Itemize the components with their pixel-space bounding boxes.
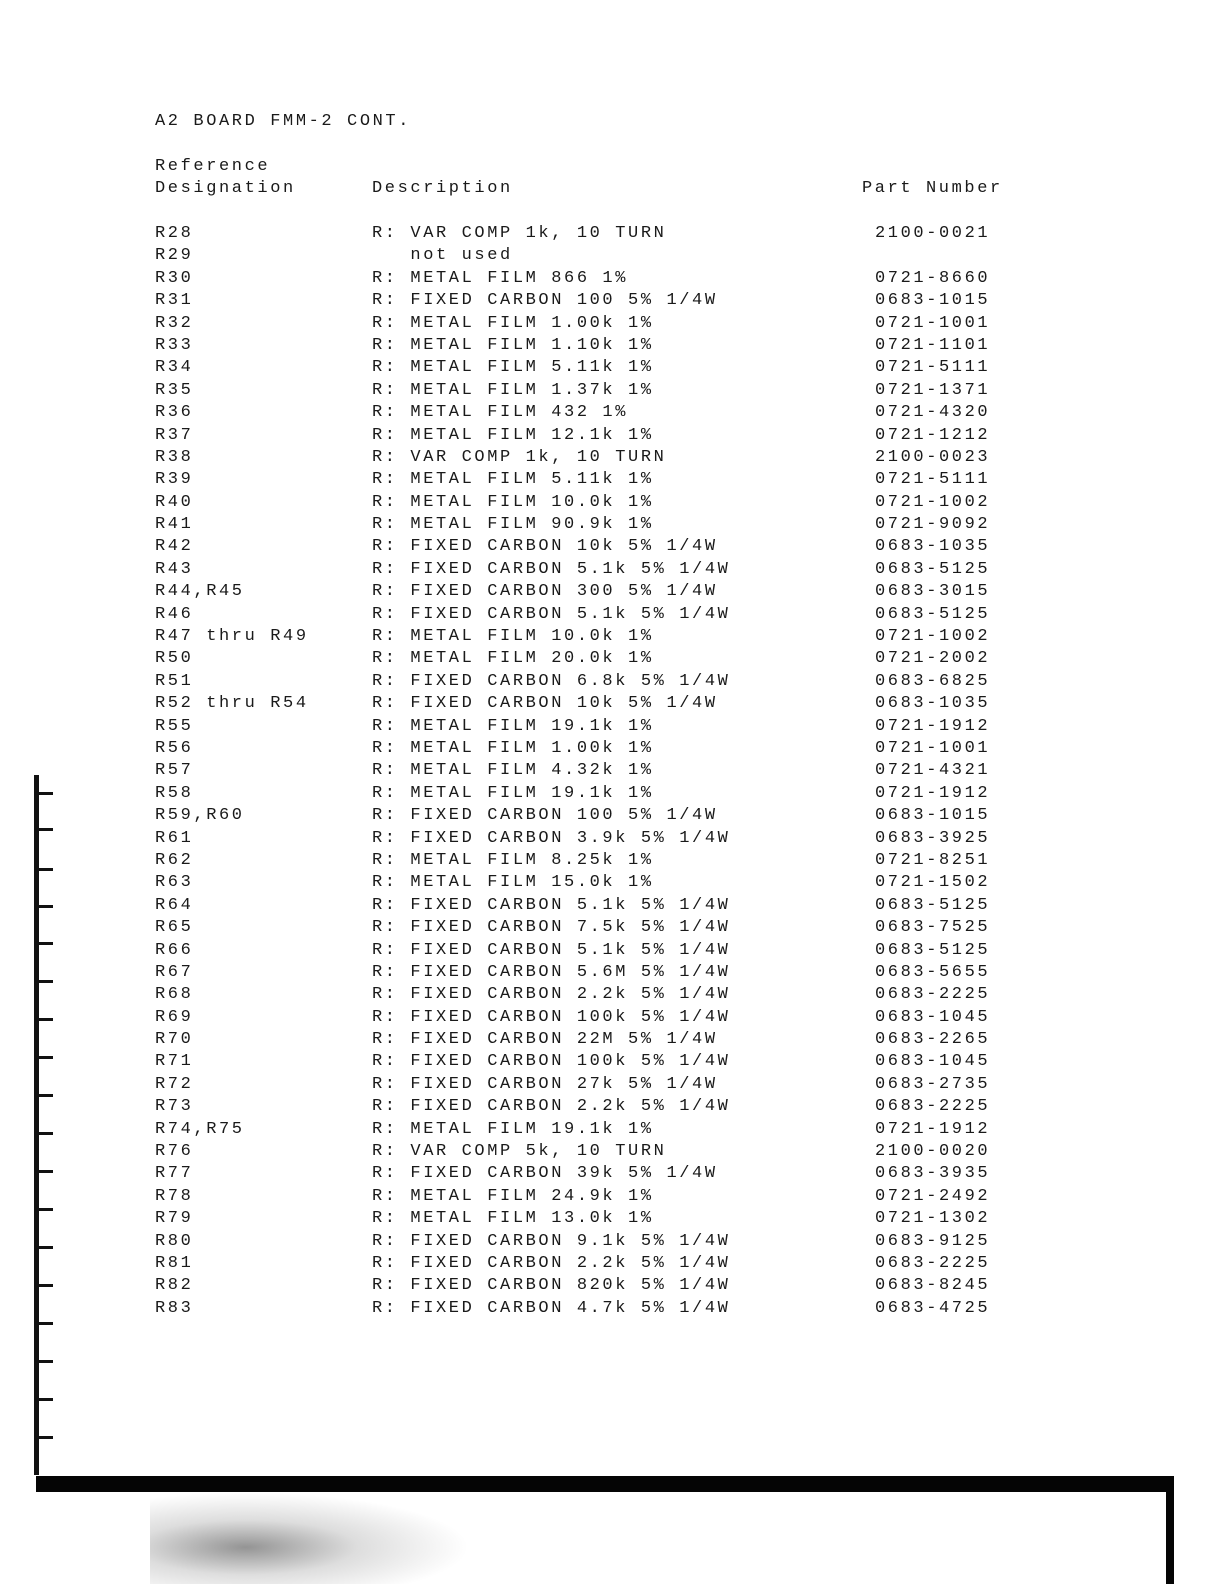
description: R: FIXED CARBON 5.1k 5% 1/4W xyxy=(372,559,731,579)
reference-designation: R31 xyxy=(155,291,194,311)
part-number: 0721-1912 xyxy=(875,716,991,736)
description: R: FIXED CARBON 10k 5% 1/4W xyxy=(372,537,718,557)
description: R: FIXED CARBON 2.2k 5% 1/4W xyxy=(372,985,731,1005)
description: R: METAL FILM 8.25k 1% xyxy=(372,850,654,870)
description: R: METAL FILM 432 1% xyxy=(372,403,629,423)
description: not used xyxy=(372,246,513,266)
table-row xyxy=(0,829,1224,851)
description: R: METAL FILM 90.9k 1% xyxy=(372,515,654,535)
table-row xyxy=(0,381,1224,403)
scan-tick xyxy=(39,1208,53,1211)
table-row xyxy=(0,1030,1224,1052)
reference-designation: R59,R60 xyxy=(155,806,245,826)
table-row xyxy=(0,1254,1224,1276)
table-row xyxy=(0,1097,1224,1119)
reference-designation: R29 xyxy=(155,246,194,266)
table-row xyxy=(0,1232,1224,1254)
description: R: FIXED CARBON 27k 5% 1/4W xyxy=(372,1074,718,1094)
description: R: VAR COMP 1k, 10 TURN xyxy=(372,224,667,243)
description: R: FIXED CARBON 2.2k 5% 1/4W xyxy=(372,1097,731,1117)
table-row xyxy=(0,851,1224,873)
part-number: 0721-5111 xyxy=(875,358,991,378)
part-number: 0721-5111 xyxy=(875,470,991,490)
reference-designation: R72 xyxy=(155,1074,194,1094)
reference-designation: R80 xyxy=(155,1231,194,1251)
table-row xyxy=(0,560,1224,582)
part-number: 0683-5125 xyxy=(875,604,991,624)
part-number: 0683-6825 xyxy=(875,671,991,691)
table-row xyxy=(0,963,1224,985)
reference-designation: R46 xyxy=(155,604,194,624)
table-row xyxy=(0,246,1224,268)
table-row xyxy=(0,515,1224,537)
scan-tick xyxy=(39,1056,53,1059)
part-number: 0683-7525 xyxy=(875,918,991,938)
part-number: 0721-1001 xyxy=(875,738,991,758)
table-row xyxy=(0,1075,1224,1097)
table-row xyxy=(0,627,1224,649)
table-row xyxy=(0,1142,1224,1164)
reference-designation: R68 xyxy=(155,985,194,1005)
reference-designation: R70 xyxy=(155,1030,194,1050)
description: R: FIXED CARBON 820k 5% 1/4W xyxy=(372,1276,731,1296)
reference-designation: R62 xyxy=(155,850,194,870)
description: R: METAL FILM 12.1k 1% xyxy=(372,425,654,445)
table-row xyxy=(0,224,1224,246)
part-number: 0683-3925 xyxy=(875,828,991,848)
reference-designation: R81 xyxy=(155,1253,194,1273)
scan-tick xyxy=(39,1170,53,1173)
description: R: METAL FILM 19.1k 1% xyxy=(372,1119,654,1139)
scan-tick xyxy=(39,942,53,945)
table-row xyxy=(0,896,1224,918)
part-number: 0683-1035 xyxy=(875,537,991,557)
scan-tick xyxy=(39,1436,53,1439)
table-row xyxy=(0,582,1224,604)
part-number: 0721-4321 xyxy=(875,761,991,781)
part-number: 0721-9092 xyxy=(875,515,991,535)
table-row xyxy=(0,358,1224,380)
part-number: 0721-1002 xyxy=(875,492,991,512)
reference-designation: R33 xyxy=(155,335,194,355)
description: R: FIXED CARBON 5.1k 5% 1/4W xyxy=(372,895,731,915)
description: R: FIXED CARBON 5.1k 5% 1/4W xyxy=(372,604,731,624)
part-number: 0683-2225 xyxy=(875,985,991,1005)
reference-designation: R41 xyxy=(155,515,194,535)
reference-designation: R36 xyxy=(155,403,194,423)
reference-designation: R83 xyxy=(155,1298,194,1318)
scan-tick xyxy=(39,1094,53,1097)
reference-designation: R77 xyxy=(155,1164,194,1184)
description: R: METAL FILM 4.32k 1% xyxy=(372,761,654,781)
reference-designation: R57 xyxy=(155,761,194,781)
reference-designation: R52 thru R54 xyxy=(155,694,309,714)
table-row xyxy=(0,784,1224,806)
reference-designation: R44,R45 xyxy=(155,582,245,602)
part-number: 0721-2492 xyxy=(875,1186,991,1206)
reference-designation: R67 xyxy=(155,962,194,982)
reference-designation: R38 xyxy=(155,447,194,467)
description: R: VAR COMP 1k, 10 TURN xyxy=(372,447,667,467)
table-row xyxy=(0,672,1224,694)
reference-designation: R47 thru R49 xyxy=(155,627,309,647)
reference-designation: R82 xyxy=(155,1276,194,1296)
scan-tick xyxy=(39,792,53,795)
table-row xyxy=(0,1187,1224,1209)
description: R: METAL FILM 1.10k 1% xyxy=(372,335,654,355)
scan-tick xyxy=(39,1398,53,1401)
part-number: 0683-2265 xyxy=(875,1030,991,1050)
reference-designation: R69 xyxy=(155,1007,194,1027)
reference-designation: R61 xyxy=(155,828,194,848)
description: R: FIXED CARBON 7.5k 5% 1/4W xyxy=(372,918,731,938)
table-row xyxy=(0,1276,1224,1298)
scan-bar-bottom xyxy=(36,1476,1174,1492)
table-row xyxy=(0,649,1224,671)
description: R: METAL FILM 13.0k 1% xyxy=(372,1209,654,1229)
description: R: FIXED CARBON 39k 5% 1/4W xyxy=(372,1164,718,1184)
description: R: FIXED CARBON 5.6M 5% 1/4W xyxy=(372,962,731,982)
part-number: 0721-4320 xyxy=(875,403,991,423)
reference-designation: R32 xyxy=(155,313,194,333)
reference-designation: R42 xyxy=(155,537,194,557)
part-number: 0721-1212 xyxy=(875,425,991,445)
part-number: 2100-0020 xyxy=(875,1142,991,1162)
description: R: FIXED CARBON 100 5% 1/4W xyxy=(372,291,718,311)
scan-tick xyxy=(39,1360,53,1363)
header-reference: Reference xyxy=(155,157,271,176)
description: R: FIXED CARBON 3.9k 5% 1/4W xyxy=(372,828,731,848)
table-row xyxy=(0,694,1224,716)
part-number: 0683-4725 xyxy=(875,1298,991,1318)
header-description: Description xyxy=(372,179,513,198)
page-title: A2 BOARD FMM-2 CONT. xyxy=(155,112,412,131)
part-number: 0721-1001 xyxy=(875,313,991,333)
scan-tick xyxy=(39,980,53,983)
description: R: METAL FILM 20.0k 1% xyxy=(372,649,654,669)
reference-designation: R28 xyxy=(155,224,194,243)
table-row xyxy=(0,537,1224,559)
scan-tick xyxy=(39,905,53,908)
reference-designation: R58 xyxy=(155,783,194,803)
reference-designation: R30 xyxy=(155,268,194,288)
scan-tick xyxy=(39,1284,53,1287)
description: R: METAL FILM 10.0k 1% xyxy=(372,627,654,647)
reference-designation: R78 xyxy=(155,1186,194,1206)
description: R: FIXED CARBON 5.1k 5% 1/4W xyxy=(372,940,731,960)
reference-designation: R39 xyxy=(155,470,194,490)
reference-designation: R76 xyxy=(155,1142,194,1162)
table-row xyxy=(0,1299,1224,1321)
reference-designation: R34 xyxy=(155,358,194,378)
part-number: 0683-1045 xyxy=(875,1052,991,1072)
description: R: FIXED CARBON 2.2k 5% 1/4W xyxy=(372,1253,731,1273)
part-number: 0721-1371 xyxy=(875,380,991,400)
table-row xyxy=(0,1209,1224,1231)
part-number: 0683-2225 xyxy=(875,1253,991,1273)
reference-designation: R79 xyxy=(155,1209,194,1229)
reference-designation: R73 xyxy=(155,1097,194,1117)
description: R: METAL FILM 1.00k 1% xyxy=(372,738,654,758)
scan-smudge xyxy=(150,1492,470,1584)
description: R: METAL FILM 5.11k 1% xyxy=(372,470,654,490)
scan-tick xyxy=(39,1018,53,1021)
reference-designation: R50 xyxy=(155,649,194,669)
description: R: METAL FILM 1.37k 1% xyxy=(372,380,654,400)
table-row xyxy=(0,1164,1224,1186)
table-row xyxy=(0,873,1224,895)
description: R: FIXED CARBON 10k 5% 1/4W xyxy=(372,694,718,714)
part-number: 0683-5655 xyxy=(875,962,991,982)
description: R: METAL FILM 1.00k 1% xyxy=(372,313,654,333)
table-row xyxy=(0,761,1224,783)
part-number: 0721-1101 xyxy=(875,335,991,355)
part-number: 0721-2002 xyxy=(875,649,991,669)
part-number: 2100-0023 xyxy=(875,447,991,467)
table-row xyxy=(0,336,1224,358)
description: R: FIXED CARBON 9.1k 5% 1/4W xyxy=(372,1231,731,1251)
reference-designation: R63 xyxy=(155,873,194,893)
description: R: METAL FILM 866 1% xyxy=(372,268,629,288)
part-number: 0683-1015 xyxy=(875,806,991,826)
part-number: 0683-9125 xyxy=(875,1231,991,1251)
table-row xyxy=(0,918,1224,940)
part-number: 0721-1912 xyxy=(875,1119,991,1139)
description: R: FIXED CARBON 100k 5% 1/4W xyxy=(372,1007,731,1027)
description: R: FIXED CARBON 4.7k 5% 1/4W xyxy=(372,1298,731,1318)
part-number: 0683-3015 xyxy=(875,582,991,602)
table-row xyxy=(0,941,1224,963)
reference-designation: R43 xyxy=(155,559,194,579)
description: R: FIXED CARBON 22M 5% 1/4W xyxy=(372,1030,718,1050)
table-row xyxy=(0,314,1224,336)
part-number: 0683-1015 xyxy=(875,291,991,311)
part-number: 0683-3935 xyxy=(875,1164,991,1184)
scan-edge-left xyxy=(34,775,39,1475)
part-number: 0721-1002 xyxy=(875,627,991,647)
table-row xyxy=(0,739,1224,761)
scan-edge-right xyxy=(1166,1476,1174,1584)
reference-designation: R37 xyxy=(155,425,194,445)
reference-designation: R51 xyxy=(155,671,194,691)
part-number: 0721-8251 xyxy=(875,850,991,870)
table-row xyxy=(0,448,1224,470)
header-designation: Designation xyxy=(155,179,296,198)
table-row xyxy=(0,985,1224,1007)
part-number: 0683-2735 xyxy=(875,1074,991,1094)
part-number: 0683-5125 xyxy=(875,940,991,960)
description: R: METAL FILM 5.11k 1% xyxy=(372,358,654,378)
description: R: FIXED CARBON 300 5% 1/4W xyxy=(372,582,718,602)
scan-tick xyxy=(39,1132,53,1135)
header-part-number: Part Number xyxy=(862,179,1003,198)
description: R: METAL FILM 10.0k 1% xyxy=(372,492,654,512)
part-number: 0721-8660 xyxy=(875,268,991,288)
reference-designation: R66 xyxy=(155,940,194,960)
description: R: METAL FILM 24.9k 1% xyxy=(372,1186,654,1206)
description: R: METAL FILM 19.1k 1% xyxy=(372,783,654,803)
scan-tick xyxy=(39,1246,53,1249)
description: R: VAR COMP 5k, 10 TURN xyxy=(372,1142,667,1162)
part-number: 2100-0021 xyxy=(875,224,991,243)
reference-designation: R74,R75 xyxy=(155,1119,245,1139)
table-row xyxy=(0,605,1224,627)
part-number: 0721-1302 xyxy=(875,1209,991,1229)
reference-designation: R71 xyxy=(155,1052,194,1072)
part-number: 0683-2225 xyxy=(875,1097,991,1117)
reference-designation: R55 xyxy=(155,716,194,736)
table-row xyxy=(0,426,1224,448)
table-row xyxy=(0,806,1224,828)
scan-tick xyxy=(39,1322,53,1325)
table-row xyxy=(0,493,1224,515)
reference-designation: R40 xyxy=(155,492,194,512)
reference-designation: R65 xyxy=(155,918,194,938)
table-row xyxy=(0,1008,1224,1030)
description: R: METAL FILM 19.1k 1% xyxy=(372,716,654,736)
reference-designation: R64 xyxy=(155,895,194,915)
part-number: 0683-5125 xyxy=(875,895,991,915)
description: R: FIXED CARBON 6.8k 5% 1/4W xyxy=(372,671,731,691)
table-row xyxy=(0,269,1224,291)
description: R: FIXED CARBON 100k 5% 1/4W xyxy=(372,1052,731,1072)
table-row xyxy=(0,1120,1224,1142)
part-number: 0683-1045 xyxy=(875,1007,991,1027)
part-number: 0683-8245 xyxy=(875,1276,991,1296)
part-number: 0721-1912 xyxy=(875,783,991,803)
table-row xyxy=(0,403,1224,425)
reference-designation: R35 xyxy=(155,380,194,400)
parts-list xyxy=(0,224,1224,1321)
description: R: METAL FILM 15.0k 1% xyxy=(372,873,654,893)
scan-tick xyxy=(39,868,53,871)
table-row xyxy=(0,717,1224,739)
part-number: 0683-1035 xyxy=(875,694,991,714)
scan-tick xyxy=(39,828,53,831)
reference-designation: R56 xyxy=(155,738,194,758)
table-row xyxy=(0,470,1224,492)
description: R: FIXED CARBON 100 5% 1/4W xyxy=(372,806,718,826)
part-number: 0721-1502 xyxy=(875,873,991,893)
table-row xyxy=(0,1052,1224,1074)
table-row xyxy=(0,291,1224,313)
part-number: 0683-5125 xyxy=(875,559,991,579)
